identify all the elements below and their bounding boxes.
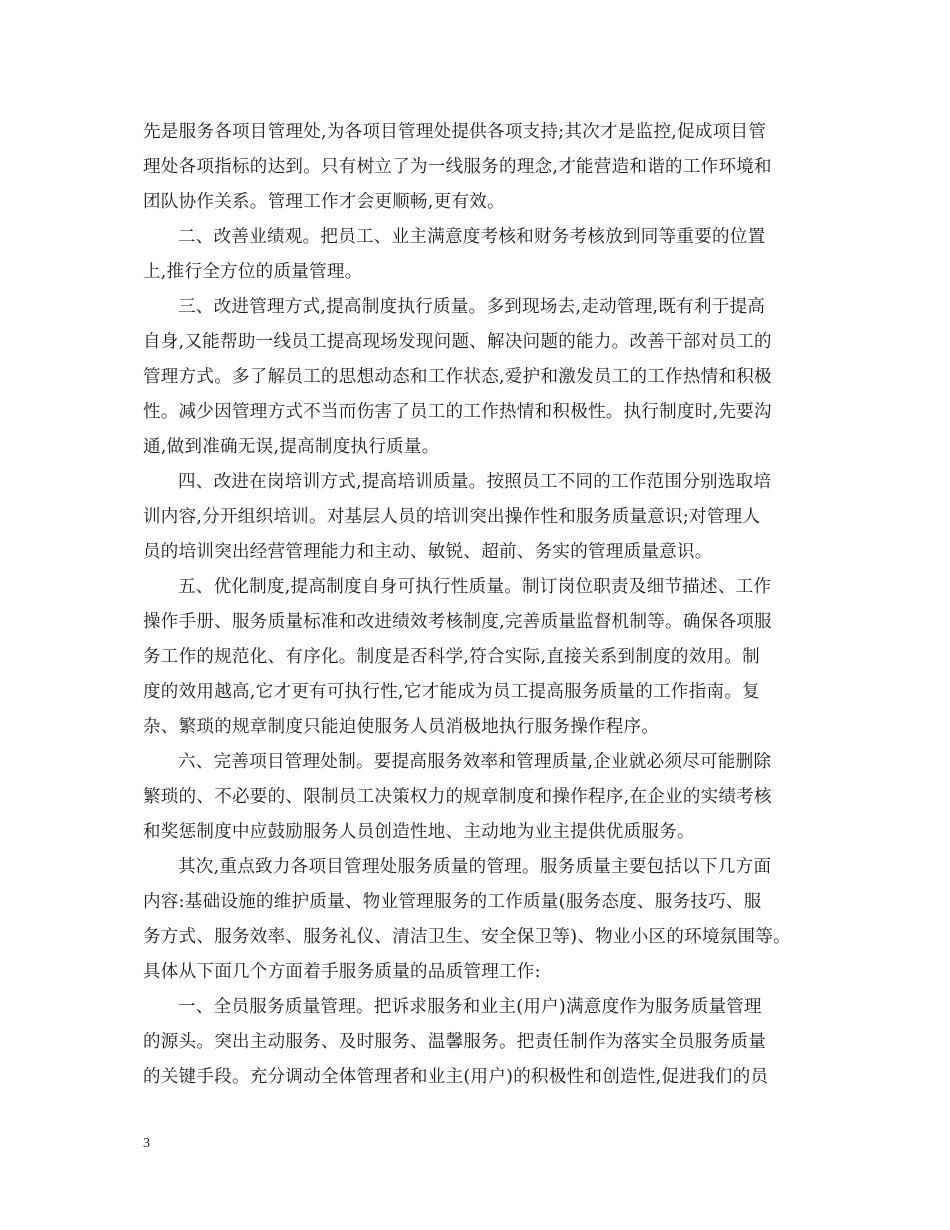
text-line: 五、优化制度,提高制度自身可执行性质量。制订岗位职责及细节描述、工作 [178,577,772,597]
text-line: 和奖惩制度中应鼓励服务人员创造性地、主动地为业主提供优质服务。 [143,822,695,842]
text-line: 繁琐的、不必要的、限制员工决策权力的规章制度和操作程序,在企业的实绩考核 [143,787,772,807]
text-line: 先是服务各项目管理处,为各项目管理处提供各项支持;其次才是监控,促成项目管 [143,122,767,142]
text-line: 二、改善业绩观。把员工、业主满意度考核和财务考核放到同等重要的位置 [178,227,766,247]
text-line: 通,做到准确无误,提高制度执行质量。 [143,437,440,457]
text-line: 团队协作关系。管理工作才会更顺畅,更有效。 [143,192,505,212]
text-line: 性。减少因管理方式不当而伤害了员工的工作热情和积极性。执行制度时,先要沟 [143,402,772,422]
text-line: 内容:基础设施的维护质量、物业管理服务的工作质量(服务态度、服务技巧、服 [143,892,762,912]
text-line: 一、全员服务质量管理。把诉求服务和业主(用户)满意度作为服务质量管理 [178,997,762,1017]
text-line: 上,推行全方位的质量管理。 [143,262,363,282]
text-line: 三、改进管理方式,提高制度执行质量。多到现场去,走动管理,既有利于提高 [178,297,766,317]
text-line: 务方式、服务效率、服务礼仪、清洁卫生、安全保卫等)、物业小区的环境氛围等。 [143,927,791,947]
text-line: 杂、繁琐的规章制度只能迫使服务人员消极地执行服务操作程序。 [143,717,660,737]
text-line: 的关键手段。充分调动全体管理者和业主(用户)的积极性和创造性,促进我们的员 [143,1067,769,1087]
text-line: 六、完善项目管理处制。要提高服务效率和管理质量,企业就必须尽可能删除 [178,752,772,772]
text-line: 其次,重点致力各项目管理处服务质量的管理。服务质量主要包括以下几方面 [178,857,772,877]
text-line: 自身,又能帮助一线员工提高现场发现问题、解决问题的能力。改善干部对员工的 [143,332,772,352]
text-line: 度的效用越高,它才更有可执行性,它才能成为员工提高服务质量的工作指南。复 [143,682,760,702]
text-line: 具体从下面几个方面着手服务质量的品质管理工作: [143,962,541,982]
page-number: 3 [143,1136,150,1151]
text-line: 管理方式。多了解员工的思想动态和工作状态,爱护和激发员工的工作热情和积极 [143,367,772,387]
body-text [143,115,823,1095]
text-line: 四、改进在岗培训方式,提高培训质量。按照员工不同的工作范围分别选取培 [178,472,772,492]
text-line: 务工作的规范化、有序化。制度是否科学,符合实际,直接关系到制度的效用。制 [143,647,760,667]
text-line: 理处各项指标的达到。只有树立了为一线服务的理念,才能营造和谐的工作环境和 [143,157,772,177]
text-line: 员的培训突出经营管理能力和主动、敏锐、超前、务实的管理质量意识。 [143,542,713,562]
text-line: 训内容,分开组织培训。对基层人员的培训突出操作性和服务质量意识;对管理人 [143,507,761,527]
text-line: 操作手册、服务质量标准和改进绩效考核制度,完善质量监督机制等。确保各项服 [143,612,772,632]
text-line: 的源头。突出主动服务、及时服务、温馨服务。把责任制作为落实全员服务质量 [143,1032,766,1052]
